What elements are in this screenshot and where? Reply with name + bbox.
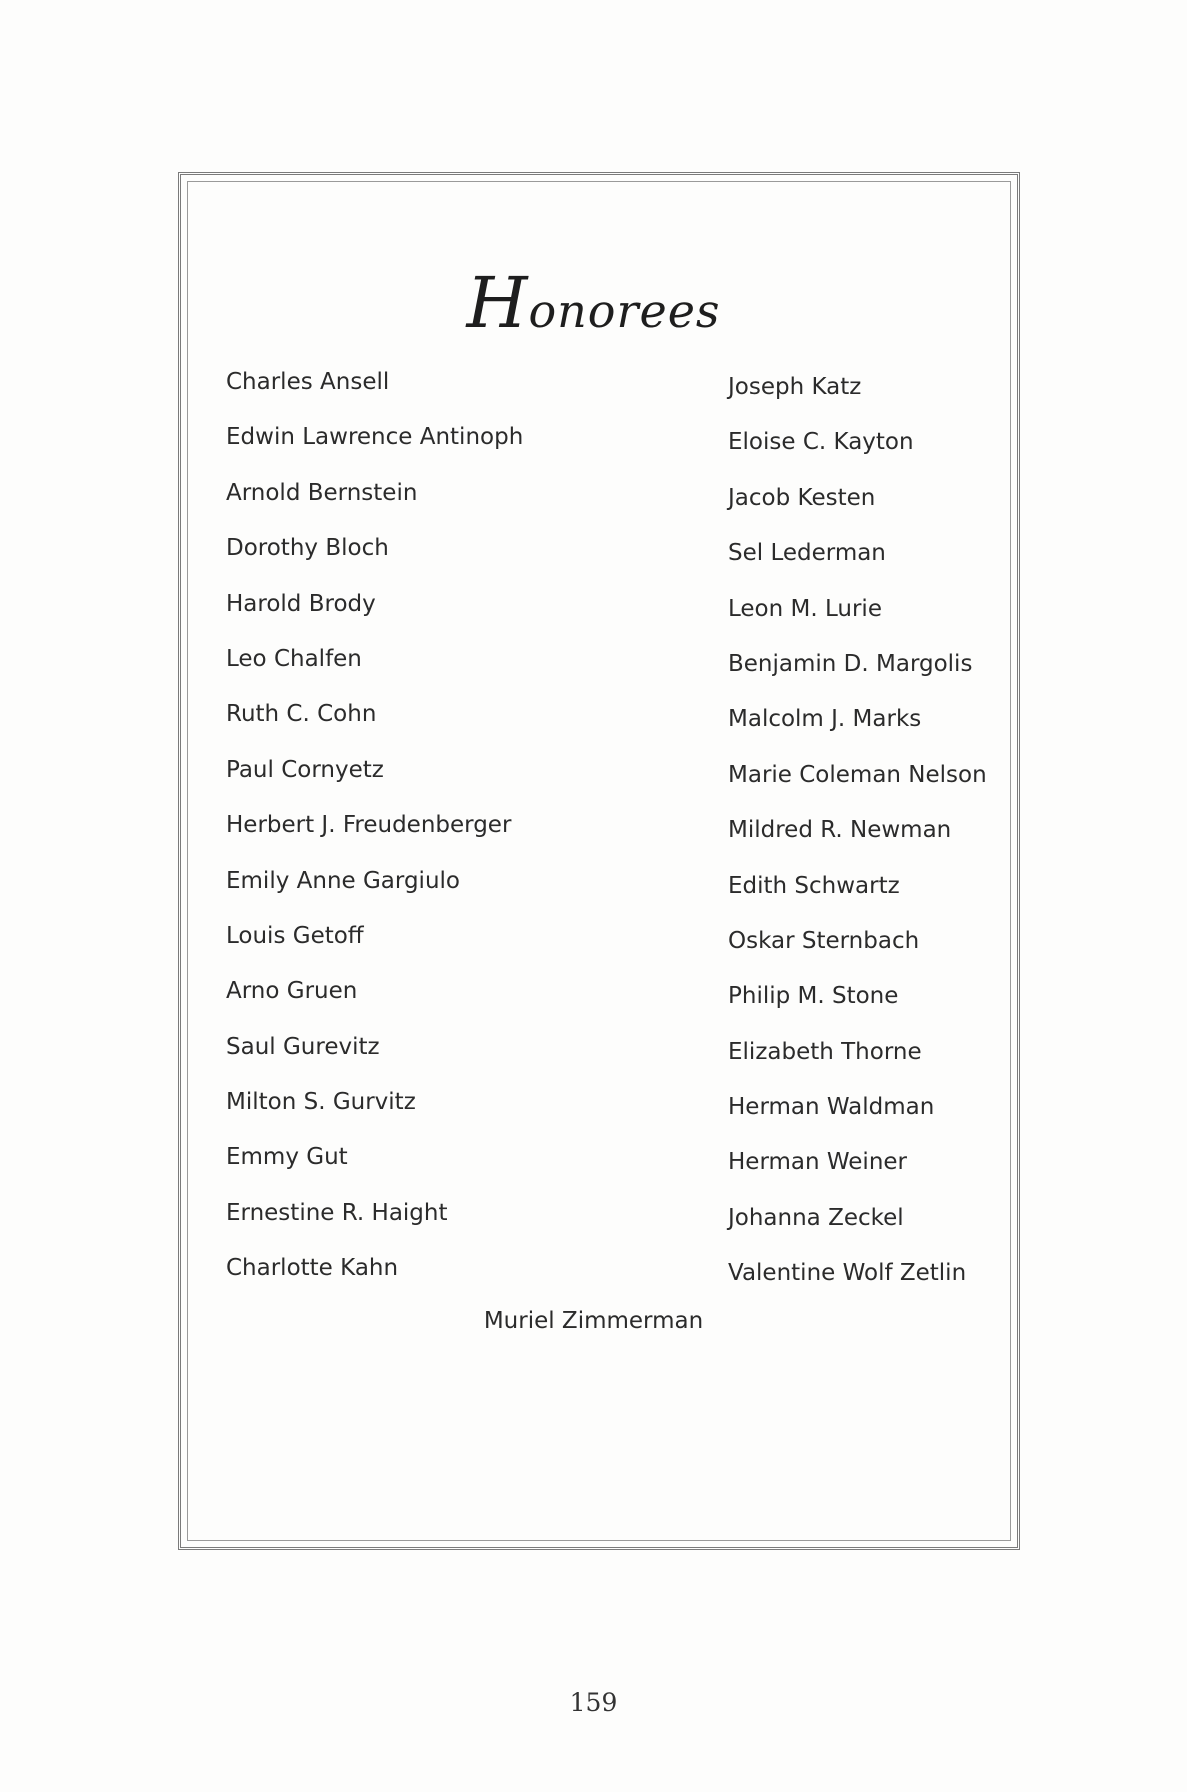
honoree-name: Eloise C. Kayton xyxy=(728,429,914,456)
honoree-name: Edith Schwartz xyxy=(728,872,900,899)
honorees-right-column xyxy=(728,367,987,1309)
honoree-name: Dorothy Bloch xyxy=(226,535,389,562)
honoree-name: Louis Getoff xyxy=(226,922,364,949)
honoree-name: Emily Anne Gargiulo xyxy=(226,867,460,894)
honoree-name: Jacob Kesten xyxy=(728,484,876,511)
final-honoree-name: Muriel Zimmerman xyxy=(483,1308,704,1334)
honoree-name: Benjamin D. Margolis xyxy=(728,650,973,677)
title-rest: onorees xyxy=(528,284,721,338)
honoree-name: Leo Chalfen xyxy=(226,645,362,672)
honoree-name: Harold Brody xyxy=(226,590,376,617)
honoree-name: Charlotte Kahn xyxy=(226,1255,399,1282)
honoree-name: Sel Lederman xyxy=(728,540,886,567)
honoree-name: Herbert J. Freudenberger xyxy=(226,812,512,839)
page-title xyxy=(0,262,1187,344)
honoree-name: Joseph Katz xyxy=(728,374,862,400)
honoree-name: Ernestine R. Haight xyxy=(226,1199,448,1226)
title-initial: H xyxy=(466,262,529,344)
honoree-name: Ruth C. Cohn xyxy=(226,701,377,728)
honoree-name: Emmy Gut xyxy=(226,1144,348,1171)
honoree-name: Mildred R. Newman xyxy=(728,817,952,844)
honoree-name: Valentine Wolf Zetlin xyxy=(728,1260,967,1287)
honoree-name: Edwin Lawrence Antinoph xyxy=(226,424,524,451)
honoree-name: Milton S. Gurvitz xyxy=(226,1089,416,1116)
honoree-name: Herman Waldman xyxy=(728,1094,935,1121)
honoree-name: Elizabeth Thorne xyxy=(728,1038,922,1065)
honoree-name: Charles Ansell xyxy=(226,369,390,395)
honoree-name: Johanna Zeckel xyxy=(728,1204,904,1231)
honoree-name: Oskar Sternbach xyxy=(728,927,920,954)
honoree-name: Saul Gurevitz xyxy=(226,1033,380,1060)
honoree-name: Arnold Bernstein xyxy=(226,479,418,506)
honoree-name: Malcolm J. Marks xyxy=(728,706,922,733)
honoree-name: Marie Coleman Nelson xyxy=(728,761,987,788)
honoree-name: Philip M. Stone xyxy=(728,983,899,1010)
page-number: 159 xyxy=(569,1688,618,1717)
honorees-left-column xyxy=(226,362,523,1304)
honoree-name: Paul Cornyetz xyxy=(226,756,384,783)
honoree-name: Leon M. Lurie xyxy=(728,595,882,622)
honoree-name: Arno Gruen xyxy=(226,978,358,1005)
honoree-name: Herman Weiner xyxy=(728,1149,908,1176)
